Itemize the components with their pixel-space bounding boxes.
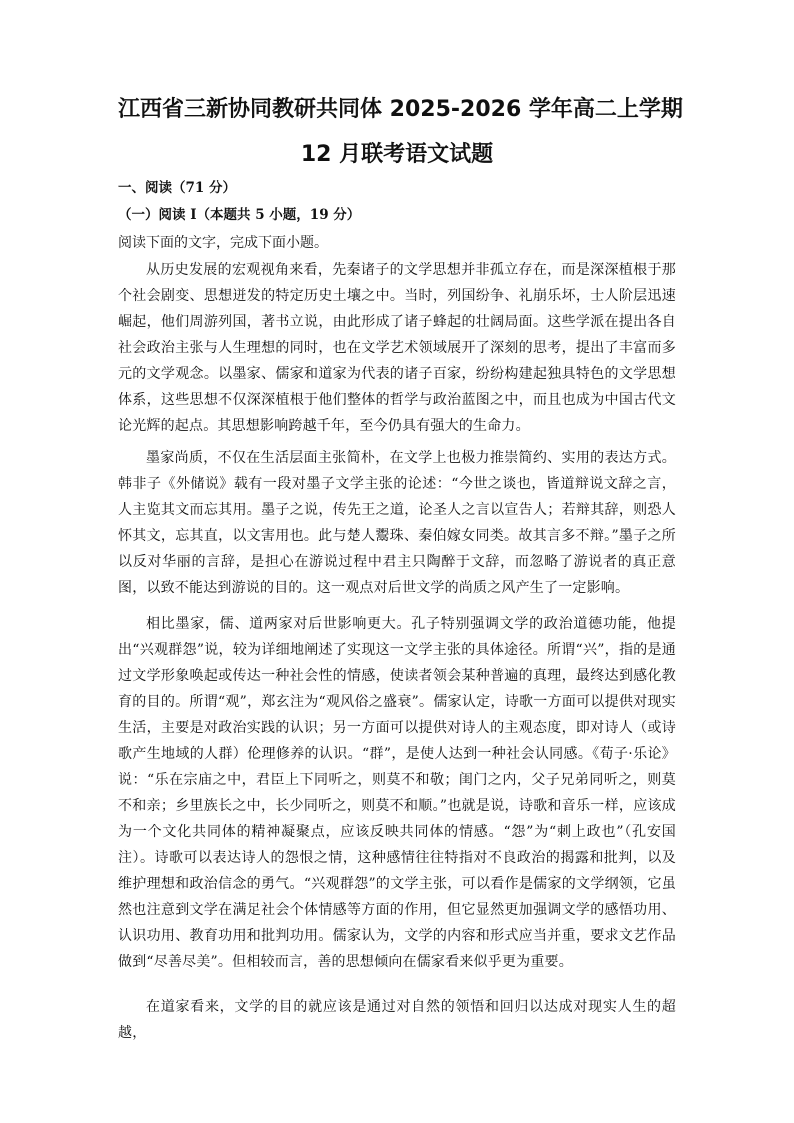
passage-paragraph-3: 相比墨家，儒、道两家对后世影响更大。孔子特别强调文学的政治道德功能，他提出“兴观群怨”说，较为详细地阐述了实现这一文学主张的具体途径。所谓“兴”，指的是通过文学形象唤起或传达一种社会性的情感，使读者领会某种普遍的真理，最终达到感化教育的目的。所谓“观”，郑玄注为“观风俗之盛衰”。儒家认定，诗歌一方面可以提供对现实生活，主要是对政治实践的认识；另一方面可以提供对诗人的主观态度，即对诗人（或诗歌产生地域的人群）伦理修养的认识。“群”，是使人达到一种社会认同感。《荀子·乐论》说：“乐在宗庙之中，君臣上下同听之，则莫不和敬；闺门之内，父子兄弟同听之，则莫不和亲；乡里族长之中，长少同听之，则莫不和顺。”也就是说，诗歌和音乐一样，应该成为一个文化共同体的精神凝聚点，应该反映共同体的情感。“怨”为“刺上政也”（孔安国注）。诗歌可以表达诗人的怨恨之情，这种感情往往特指对不良政治的揭露和批判，以及维护理想和政治信念的勇气。“兴观群怨”的文学主张，可以看作是儒家的文学纲领，它虽然也注意到文学在满足社会个体情感等方面的作用，但它显然更加强调文学的感悟功用、认识功用、教育功用和批判功用。儒家认为，文学的内容和形式应当并重，要求文艺作品做到“尽善尽美”。但相较而言，善的思想倾向在儒家看来似乎更为重要。	[118, 616, 676, 970]
document-title-line-1: 江西省三新协同教研共同体 2025-2026 学年高二上学期	[118, 97, 683, 122]
reading-instruction: 阅读下面的文字，完成下面小题。	[118, 235, 328, 251]
subsection-heading: （一）阅读 I（本题共 5 小题，19 分）	[118, 207, 361, 223]
passage-paragraph-2: 墨家尚质，不仅在生活层面主张简朴，在文学上也极力推崇简约、实用的表达方式。韩非子《外储说》载有一段对墨子文学主张的论述：“今世之谈也，皆道辩说文辞之言，人主览其文而忘其用。墨子之说，传先王之道，论圣人之言以宣告人；若辩其辞，则恐人怀其文，忘其直，以文害用也。此与楚人鬻珠、秦伯嫁女同类。故其言多不辩。”墨子之所以反对华丽的言辞，是担心在游说过程中君主只陶醉于文辞，而忽略了游说者的真正意图，以致不能达到游说的目的。这一观点对后世文学的尚质之风产生了一定影响。	[118, 450, 676, 596]
document-title-line-2: 12 月联考语文试题	[300, 142, 494, 167]
section-heading: 一、阅读（71 分）	[118, 180, 236, 196]
passage-paragraph-4: 在道家看来，文学的目的就应该是通过对自然的领悟和回归以达成对现实人生的超越，	[118, 999, 676, 1041]
passage-paragraph-1: 从历史发展的宏观视角来看，先秦诸子的文学思想并非孤立存在，而是深深植根于那个社会剧变、思想迸发的特定历史土壤之中。当时，列国纷争、礼崩乐坏，士人阶层迅速崛起，他们周游列国，著书立说，由此形成了诸子蜂起的壮阔局面。这些学派在提出各自社会政治主张与人生理想的同时，也在文学艺术领域展开了深刻的思考，提出了丰富而多元的文学观念。以墨家、儒家和道家为代表的诸子百家，纷纷构建起独具特色的文学思想体系，这些思想不仅深深植根于他们整体的哲学与政治蓝图之中，而且也成为中国古代文论光辉的起点。其思想影响跨越千年，至今仍具有强大的生命力。	[118, 262, 676, 434]
